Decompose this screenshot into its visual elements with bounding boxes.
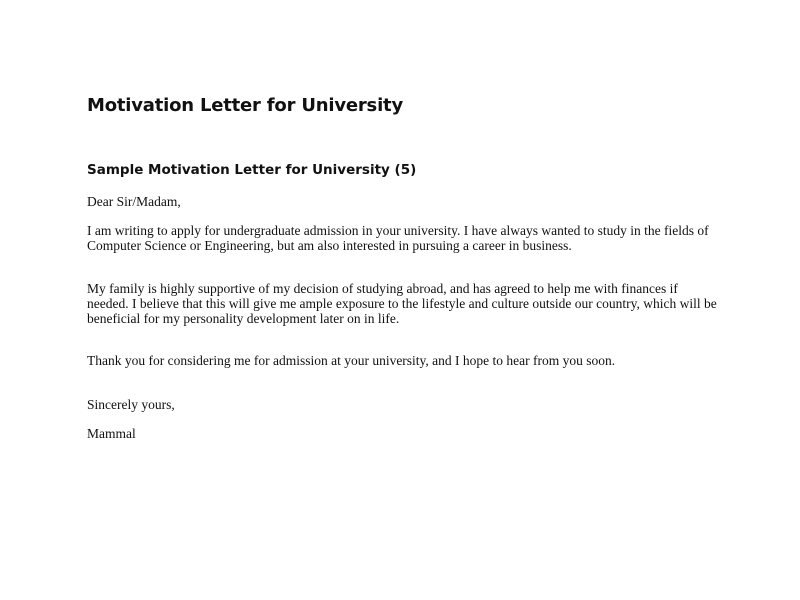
signature: Mammal bbox=[87, 426, 136, 441]
paragraph-2: My family is highly supportive of my decision of studying abroad, and has agreed to help me with finances if needed. I believe that this will give me ample exposure to the lifestyle and culture outside our country, which will be beneficial for my personality development later on in life. bbox=[87, 281, 717, 326]
document-subtitle: Sample Motivation Letter for University (5) bbox=[87, 162, 417, 178]
document-title: Motivation Letter for University bbox=[87, 95, 403, 116]
paragraph-1: I am writing to apply for undergraduate admission in your university. I have always wanted to study in the fields of Computer Science or Engineering, but am also interested in pursuing a career in business. bbox=[87, 223, 709, 253]
paragraph-3: Thank you for considering me for admission at your university, and I hope to hear from you soon. bbox=[87, 353, 616, 368]
salutation: Dear Sir/Madam, bbox=[87, 194, 181, 209]
closing: Sincerely yours, bbox=[87, 397, 175, 412]
